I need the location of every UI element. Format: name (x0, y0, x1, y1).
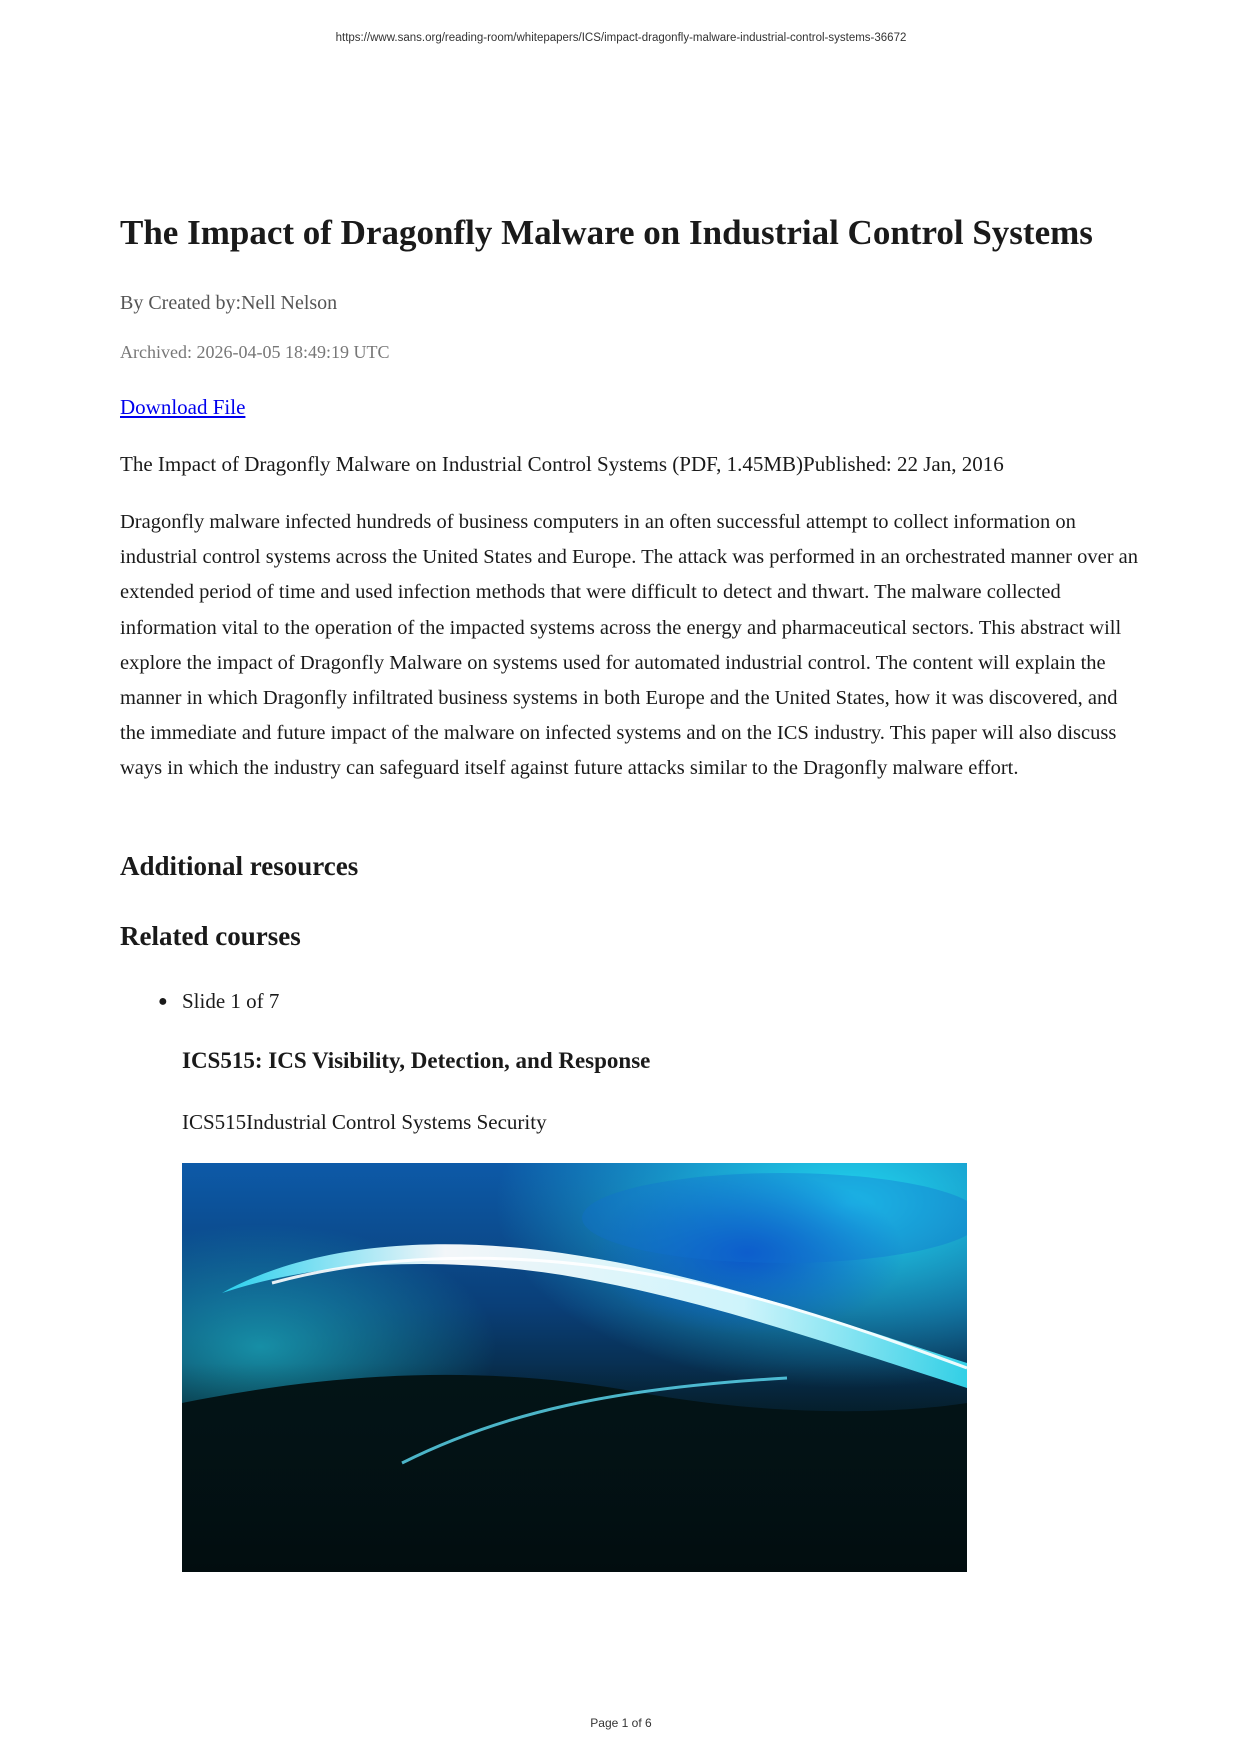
page-url: https://www.sans.org/reading-room/whitepapers/ICS/impact-dragonfly-malware-industrial-control-systems-36672 (335, 32, 907, 44)
page-title: The Impact of Dragonfly Malware on Industrial Control Systems (120, 213, 1093, 252)
download-file-link[interactable]: Download File (120, 395, 246, 419)
related-courses-heading: Related courses (120, 921, 301, 951)
slide-label: Slide 1 of 7 (182, 989, 280, 1013)
author-byline: By Created by:Nell Nelson (120, 292, 338, 314)
abstract-paragraph: Dragonfly malware infected hundreds of business computers in an often successful attempt to collect information on industrial control systems across the United States and Europe. The attack was performed in an orchestrated manner over an extended period of time and used infection methods that were difficult to detect and thwart. The malware collected information vital to the operation of the impacted systems across the energy and pharmaceutical sectors. This abstract will explore the impact of Dragonfly Malware on systems used for automated industrial control. The content will explain the manner in which Dragonfly infiltrated business systems in both Europe and the United States, how it was discovered, and the immediate and future impact of the malware on infected systems and on the ICS industry. This paper will also discuss ways in which the industry can safeguard itself against future attacks similar to the Dragonfly malware effort. (120, 511, 1139, 780)
course-image[interactable] (182, 1163, 967, 1572)
additional-resources-heading: Additional resources (120, 851, 359, 881)
page-number: Page 1 of 6 (590, 1716, 652, 1730)
slide-list-item (158, 988, 279, 1015)
course-title[interactable]: ICS515: ICS Visibility, Detection, and Response (182, 1048, 651, 1073)
archived-timestamp: Archived: 2026-04-05 18:49:19 UTC (120, 342, 390, 362)
course-subtitle: ICS515Industrial Control Systems Security (182, 1110, 547, 1134)
bullet-icon: ● (158, 993, 168, 1010)
file-info: The Impact of Dragonfly Malware on Industrial Control Systems (PDF, 1.45MB)Published: 22 Jan, 2016 (120, 452, 1004, 476)
